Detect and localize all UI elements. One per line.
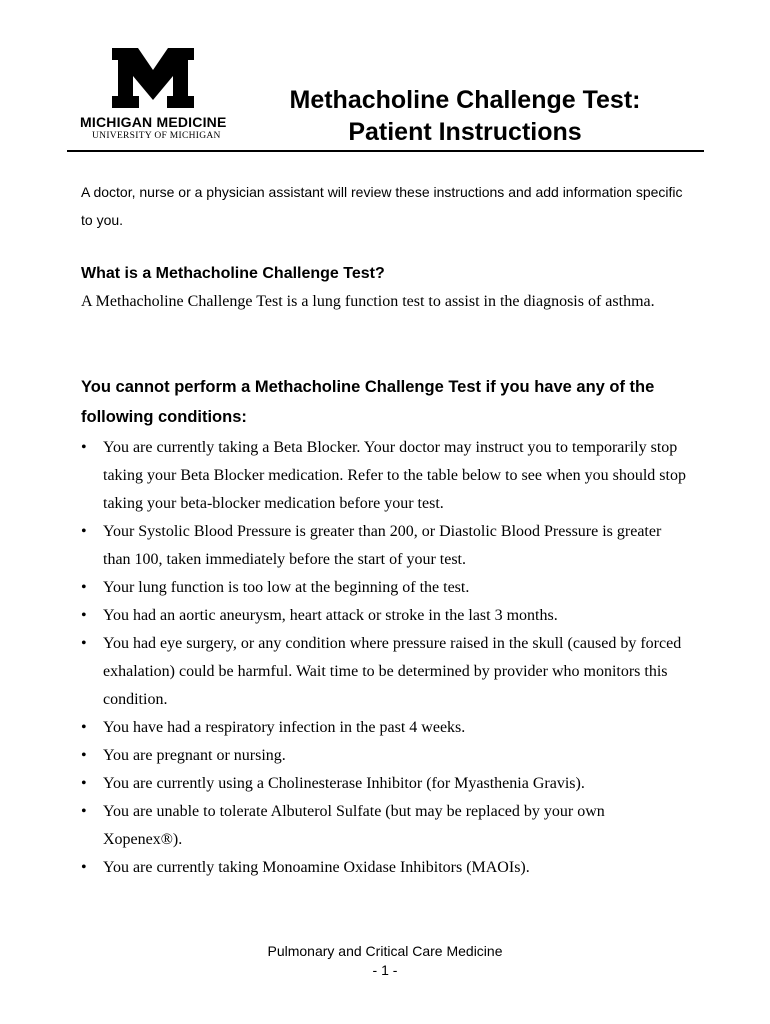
bullet-icon: • (81, 719, 87, 736)
bullet-icon: • (81, 579, 87, 596)
title-line-1: Methacholine Challenge Test: (289, 86, 641, 114)
conditions-list (81, 434, 686, 882)
header-divider (67, 150, 704, 152)
intro-paragraph: A doctor, nurse or a physician assistant will review these instructions and add information specific to you. (81, 184, 683, 228)
bullet-icon: • (81, 859, 87, 876)
condition-text: You had an aortic aneurysm, heart attack or stroke in the last 3 months. (103, 607, 558, 624)
condition-item (81, 742, 686, 770)
condition-text: You are currently taking Monoamine Oxidase Inhibitors (MAOIs). (103, 859, 530, 876)
condition-item (81, 434, 686, 518)
section-body-what-is: A Methacholine Challenge Test is a lung function test to assist in the diagnosis of asthma. (81, 293, 655, 310)
title-line-2: Patient Instructions (348, 118, 582, 146)
condition-text: You are currently taking a Beta Blocker. Your doctor may instruct you to temporarily stop taking your Beta Blocker medication. Refer to the table below to see when you should stop taking your beta-blocker medication before your test. (103, 439, 686, 512)
bullet-icon: • (81, 635, 87, 652)
bullet-icon: • (81, 803, 87, 820)
condition-item (81, 714, 686, 742)
condition-item (81, 602, 686, 630)
condition-item (81, 518, 686, 574)
michigan-medicine-logo (80, 48, 230, 141)
bullet-icon: • (81, 439, 87, 456)
section-heading-what-is: What is a Methacholine Challenge Test? (81, 265, 385, 282)
condition-item (81, 630, 686, 714)
condition-text: You are pregnant or nursing. (103, 747, 286, 764)
section-heading-conditions: You cannot perform a Methacholine Challenge Test if you have any of the following conditions: (81, 378, 655, 426)
condition-text: Your Systolic Blood Pressure is greater than 200, or Diastolic Blood Pressure is greater than 100, taken immediately before the start of your test. (103, 523, 662, 568)
page-title (240, 84, 690, 148)
bullet-icon: • (81, 775, 87, 792)
footer-page-number: - 1 - (372, 962, 398, 978)
condition-item (81, 854, 686, 882)
block-m-icon (112, 48, 194, 108)
condition-item (81, 770, 686, 798)
condition-text: You are unable to tolerate Albuterol Sulfate (but may be replaced by your own Xopenex®). (103, 803, 605, 848)
bullet-icon: • (81, 607, 87, 624)
bullet-icon: • (81, 523, 87, 540)
condition-text: You have had a respiratory infection in the past 4 weeks. (103, 719, 466, 736)
logo-wordmark: MICHIGAN MEDICINE (80, 114, 227, 130)
condition-text: Your lung function is too low at the beginning of the test. (103, 579, 470, 596)
page-footer (0, 942, 770, 980)
condition-item (81, 798, 686, 854)
condition-item (81, 574, 686, 602)
condition-text: You had eye surgery, or any condition where pressure raised in the skull (caused by forced exhalation) could be harmful. Wait time to be determined by provider who monitors this condition. (103, 635, 682, 708)
bullet-icon: • (81, 747, 87, 764)
logo-subtitle: UNIVERSITY OF MICHIGAN (92, 131, 221, 141)
footer-department: Pulmonary and Critical Care Medicine (267, 943, 503, 959)
condition-text: You are currently using a Cholinesterase Inhibitor (for Myasthenia Gravis). (103, 775, 585, 792)
